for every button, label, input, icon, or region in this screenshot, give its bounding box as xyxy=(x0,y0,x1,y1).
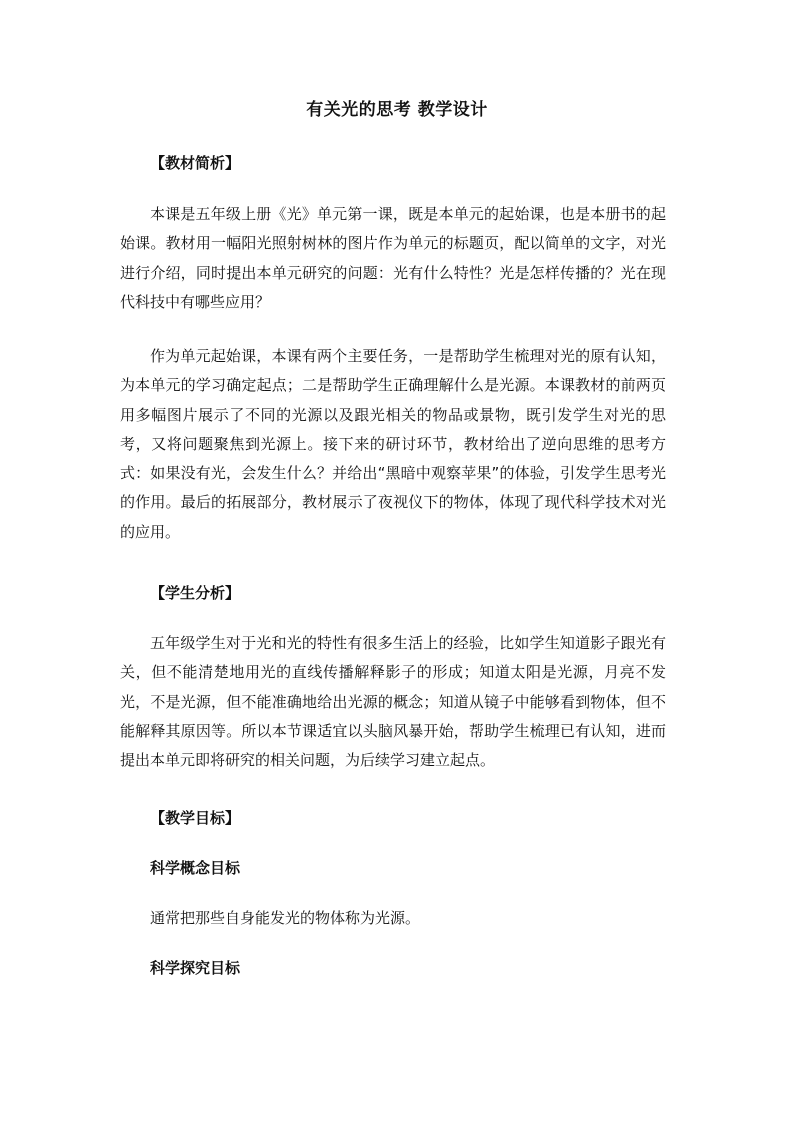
textbook-analysis-paragraph-1: 本课是五年级上册《光》单元第一课，既是本单元的起始课，也是本册书的起始课。教材用一幅阳光照射树林的图片作为单元的标题页，配以简单的文字，对光进行介绍，同时提出本单元研究的问题：光有什么特性？光是怎样传播的？光在现代科技中有哪些应用？ xyxy=(120,205,666,311)
subheading-science-inquiry-goal: 科学探究目标 xyxy=(150,959,241,977)
section-heading-student-analysis: 【学生分析】 xyxy=(150,584,241,602)
textbook-analysis-paragraph-2: 作为单元起始课，本课有两个主要任务，一是帮助学生梳理对光的原有认知，为本单元的学习确定起点；二是帮助学生正确理解什么是光源。本课教材的前两页用多幅图片展示了不同的光源以及跟光相关的物品或景物，既引发学生对光的思考，又将问题聚焦到光源上。接下来的研讨环节，教材给出了逆向思维的思考方式：如果没有光，会发生什么？并给出“黑暗中观察苹果”的体验，引发学生思考光的作用。最后的拓展部分，教材展示了夜视仪下的物体，体现了现代科学技术对光的应用。 xyxy=(120,347,666,541)
section-heading-teaching-goals: 【教学目标】 xyxy=(150,809,241,827)
science-concept-goal-text: 通常把那些自身能发光的物体称为光源。 xyxy=(150,909,421,927)
section-heading-textbook-analysis: 【教材简析】 xyxy=(150,154,241,172)
page-title: 有关光的思考 教学设计 xyxy=(306,100,488,120)
subheading-science-concept-goal: 科学概念目标 xyxy=(150,859,241,877)
student-analysis-paragraph: 五年级学生对于光和光的特性有很多生活上的经验，比如学生知道影子跟光有关，但不能清楚地用光的直线传播解释影子的形成；知道太阳是光源，月亮不发光，不是光源，但不能准确地给出光源的概念；知道从镜子中能够看到物体，但不能解释其原因等。所以本节课适宜以头脑风暴开始，帮助学生梳理已有认知，进而提出本单元即将研究的相关问题，为后续学习建立起点。 xyxy=(120,634,666,770)
